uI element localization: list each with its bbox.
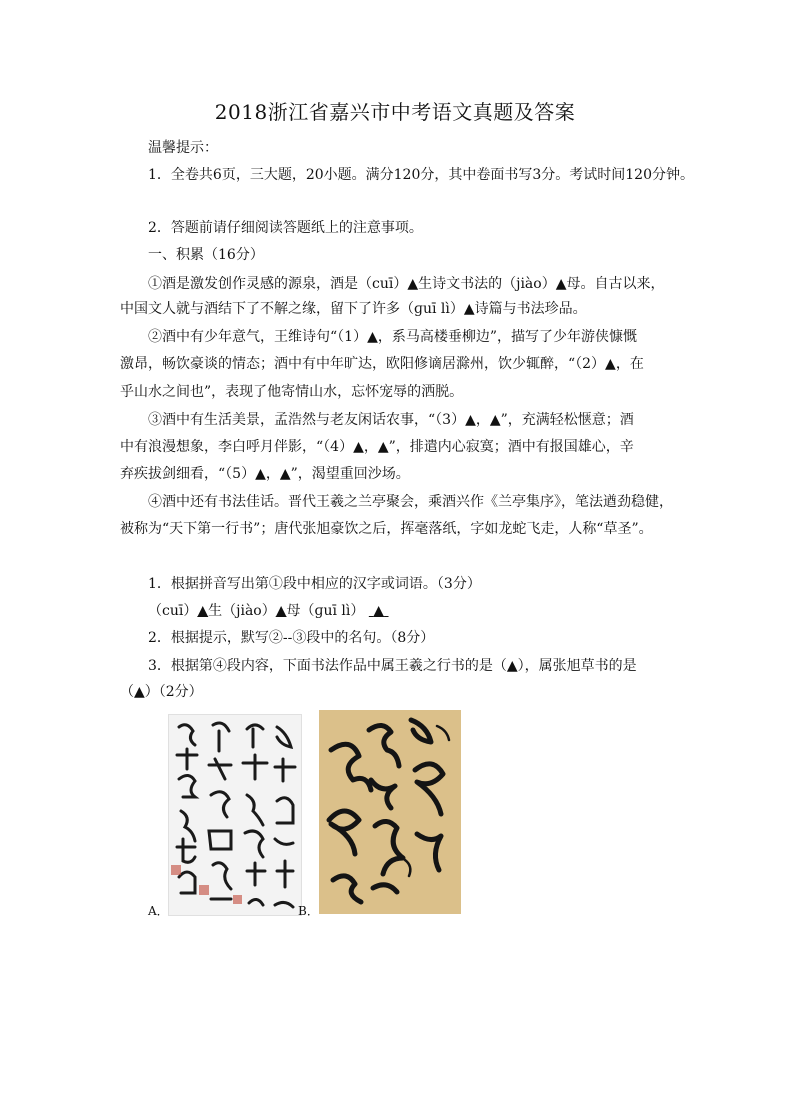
- question-3-line-2: （▲）（2分）: [120, 684, 203, 700]
- paragraph-4-line-1: ④酒中还有书法佳话。晋代王羲之兰亭聚会，乘酒兴作《兰亭集序》，笔法遒劲稳健，: [148, 494, 673, 510]
- paragraph-1-line-2: 中国文人就与酒结下了不解之缘，留下了许多（ɡuī lì）▲诗篇与书法珍品。: [120, 301, 587, 317]
- tip-1: 1．全卷共6页，三大题，20小题。满分120分，其中卷面书写3分。考试时间120分钟。: [148, 167, 694, 183]
- pinyin-cui: （cuī）: [148, 603, 198, 619]
- question-3-line-1: 3．根据第④段内容，下面书法作品中属王羲之行书的是（▲），属张旭草书的是: [148, 658, 637, 674]
- pinyin-guili: 母（ɡuī lì）: [286, 603, 365, 619]
- paragraph-1-line-1: ①酒是激发创作灵感的源泉，酒是（cuī）▲生诗文书法的（jiào）▲母。自古以来，: [148, 276, 665, 292]
- question-2: 2．根据提示，默写②--③段中的名句。（8分）: [148, 630, 435, 646]
- answer-blank-3: ▲: [373, 603, 385, 619]
- calligraphy-a-strokes: [169, 715, 301, 915]
- pinyin-jiao: 生（jiào）: [208, 603, 276, 619]
- page-title: 2018浙江省嘉兴市中考语文真题及答案: [214, 100, 576, 124]
- calligraphy-image-b: [319, 710, 461, 914]
- paragraph-3-line-2: 中有浪漫想象，李白呼月伴影，“（4）▲，▲”，排遣内心寂寞；酒中有报国雄心，辛: [120, 439, 634, 455]
- paragraph-4-line-2: 被称为“天下第一行书”；唐代张旭豪饮之后，挥毫落纸，字如龙蛇飞走，人称“草圣”。: [120, 521, 653, 537]
- caption-b: B．: [298, 904, 319, 918]
- tip-2: 2．答题前请仔细阅读答题纸上的注意事项。: [148, 220, 423, 236]
- section-heading: 一、积累（16分）: [148, 247, 264, 263]
- paragraph-2-line-2: 激昂，畅饮豪谈的情态；酒中有中年旷达，欧阳修谪居滁州，饮少辄醉，“（2）▲，在: [120, 356, 644, 372]
- question-1-answer-line: [148, 601, 389, 621]
- caption-a: A．: [148, 904, 169, 918]
- paragraph-2-line-1: ②酒中有少年意气，王维诗句“（1）▲，系马高楼垂柳边”，描写了少年游侠慷慨: [148, 329, 637, 345]
- tips-heading: 温馨提示：: [148, 140, 218, 156]
- calligraphy-b-strokes: [319, 710, 461, 914]
- answer-blank-1: ▲: [197, 603, 209, 619]
- paragraph-3-line-3: 弃疾拔剑细看，“（5）▲，▲”，渴望重回沙场。: [120, 466, 410, 482]
- calligraphy-image-a: [168, 714, 302, 916]
- answer-blank-2: ▲: [275, 603, 287, 619]
- paragraph-2-line-3: 乎山水之间也”，表现了他寄情山水，忘怀宠辱的洒脱。: [120, 384, 464, 400]
- question-1: 1．根据拼音写出第①段中相应的汉字或词语。（3分）: [148, 576, 481, 592]
- paragraph-3-line-1: ③酒中有生活美景，孟浩然与老友闲话农事，“（3）▲，▲”，充满轻松惬意；酒: [148, 412, 634, 428]
